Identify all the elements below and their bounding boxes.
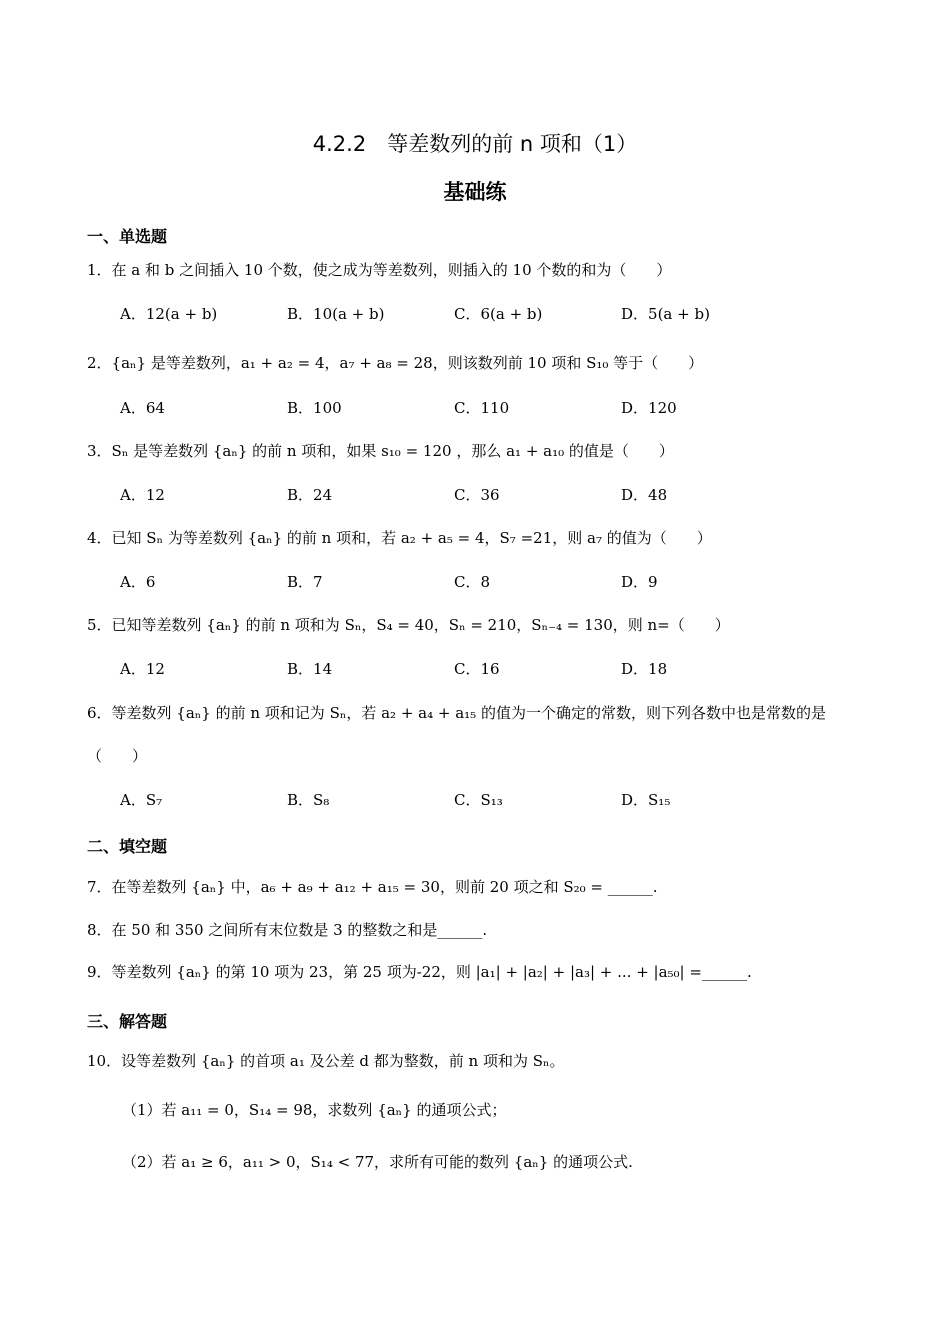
section-heading-fill-in: 二、填空题 <box>87 837 168 856</box>
option-d: D．S₁₅ <box>621 791 671 809</box>
question-3: 3．Sₙ 是等差数列 {aₙ} 的前 n 项和，如果 s₁₀ = 120 ，那么 a₁ + a₁₀ 的值是（ ） <box>87 442 674 460</box>
option-b: B．10(a + b) <box>287 305 385 323</box>
option-c: C．8 <box>454 573 491 591</box>
question-10-part-2: （2）若 a₁ ≥ 6，a₁₁ > 0，S₁₄ < 77，求所有可能的数列 {aₙ} 的通项公式. <box>122 1153 633 1171</box>
question-2: 2．{aₙ} 是等差数列，a₁ + a₂ = 4，a₇ + a₈ = 28，则该数列前 10 项和 S₁₀ 等于（ ） <box>87 354 704 372</box>
option-a: A．S₇ <box>120 791 163 809</box>
option-a: A．12 <box>120 660 165 678</box>
option-a: A．6 <box>120 573 156 591</box>
option-b: B．7 <box>287 573 323 591</box>
option-c: C．6(a + b) <box>454 305 543 323</box>
option-b: B．14 <box>287 660 333 678</box>
option-d: D．9 <box>621 573 658 591</box>
section-heading-single-choice: 一、单选题 <box>87 227 168 246</box>
option-c: C．S₁₃ <box>454 791 503 809</box>
question-7: 7．在等差数列 {aₙ} 中，a₆ + a₉ + a₁₂ + a₁₅ = 30，则前 20 项之和 S₂₀ = ______. <box>87 878 658 896</box>
question-6-answer-bracket: （ ） <box>87 747 148 765</box>
question-8: 8．在 50 和 350 之间所有末位数是 3 的整数之和是______. <box>87 921 488 939</box>
question-6: 6．等差数列 {aₙ} 的前 n 项和记为 Sₙ，若 a₂ + a₄ + a₁₅ 的值为一个确定的常数，则下列各数中也是常数的是 <box>87 704 826 722</box>
question-10: 10．设等差数列 {aₙ} 的首项 a₁ 及公差 d 都为整数，前 n 项和为 Sₙ。 <box>87 1052 565 1070</box>
option-a: A．12(a + b) <box>120 305 218 323</box>
question-10-part-1: （1）若 a₁₁ = 0，S₁₄ = 98，求数列 {aₙ} 的通项公式； <box>122 1101 507 1119</box>
option-b: B．100 <box>287 399 342 417</box>
option-a: A．64 <box>120 399 165 417</box>
option-b: B．24 <box>287 486 333 504</box>
question-9: 9．等差数列 {aₙ} 的第 10 项为 23，第 25 项为-22，则 |a₁| + |a₂| + |a₃| + ... + |a₅₀| =______. <box>87 963 752 981</box>
option-d: D．18 <box>621 660 668 678</box>
question-1: 1．在 a 和 b 之间插入 10 个数，使之成为等差数列，则插入的 10 个数的和为（ ） <box>87 261 672 279</box>
question-5: 5．已知等差数列 {aₙ} 的前 n 项和为 Sₙ，S₄ = 40，Sₙ = 210，Sₙ₋₄ = 130，则 n=（ ） <box>87 616 730 634</box>
page-subtitle: 基础练 <box>443 180 507 204</box>
option-c: C．110 <box>454 399 510 417</box>
option-b: B．S₈ <box>287 791 330 809</box>
page-title: 4.2.2 等差数列的前 n 项和（1） <box>312 132 638 156</box>
question-4: 4．已知 Sₙ 为等差数列 {aₙ} 的前 n 项和，若 a₂ + a₅ = 4，S₇ =21，则 a₇ 的值为（ ） <box>87 529 712 547</box>
option-a: A．12 <box>120 486 165 504</box>
option-d: D．120 <box>621 399 677 417</box>
option-c: C．16 <box>454 660 500 678</box>
option-c: C．36 <box>454 486 500 504</box>
option-d: D．48 <box>621 486 668 504</box>
section-heading-solution: 三、解答题 <box>87 1012 168 1031</box>
option-d: D．5(a + b) <box>621 305 710 323</box>
